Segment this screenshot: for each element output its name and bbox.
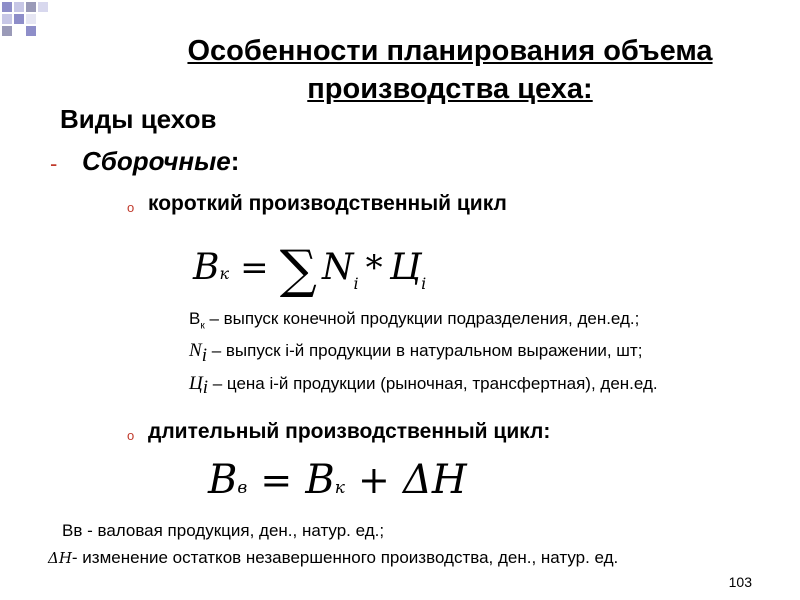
def2-symbol: N (189, 340, 202, 362)
types-heading: Виды цехов (60, 104, 217, 134)
formula-output (193, 232, 427, 300)
slide-title (150, 32, 750, 108)
formula1-c-sub: i (421, 274, 427, 293)
def1-symbol: B (189, 309, 201, 328)
definition-line (189, 371, 658, 403)
square-shape (2, 26, 12, 36)
def1-sub: к (200, 320, 205, 332)
def3-text: – цена i-й продукции (рыночная, трансфертная), ден.ед. (208, 373, 658, 393)
formula1-mul: * (365, 248, 383, 288)
definition-line (189, 338, 658, 370)
subtype-colon: : (230, 146, 240, 176)
formula2-rhs-sub: к (334, 478, 345, 498)
formula2-eq: = (260, 458, 293, 502)
formula1-n-sub: i (353, 274, 359, 293)
formula2-lhs-sub: в (237, 478, 248, 498)
short-cycle-label: короткий производственный цикл (148, 192, 507, 215)
title-line-2: производства цеха: (307, 73, 593, 105)
long-cycle-label: длительный производственный цикл: (148, 420, 551, 443)
title-line-1: Особенности планирования объема (187, 35, 713, 67)
note-line-2-text: - изменение остатков незавершенного производства, ден., натур. ед. (71, 548, 619, 567)
subtype-label-text: Сборочные (82, 146, 231, 176)
def1-text: – выпуск конечной продукции подразделения, ден.ед.; (204, 309, 640, 328)
formula1-lhs-sub: к (219, 264, 230, 283)
decorative-squares (0, 0, 64, 46)
page-number: 103 (728, 574, 752, 590)
subtype-dash: - (50, 151, 58, 176)
formula1-lhs: B (193, 247, 220, 288)
square-shape (14, 14, 24, 24)
subtype-label (82, 146, 239, 177)
note-line: Вв - валовая продукция, ден., натур. ед.; (62, 521, 385, 540)
square-shape (26, 2, 36, 12)
formula1-eq: = (240, 248, 269, 288)
bullet-icon: o (127, 428, 135, 443)
formula2-delta: ΔH (402, 457, 467, 503)
formula1-n: N (321, 247, 354, 288)
formula2-plus: + (358, 458, 390, 502)
formula2-rhs: B (305, 457, 335, 503)
bullet-icon: o (127, 200, 135, 215)
square-shape (26, 26, 36, 36)
def2-sub: i (201, 344, 207, 366)
square-shape (2, 2, 12, 12)
square-shape (14, 2, 24, 12)
delta-h-symbol: ΔH (48, 549, 72, 567)
definitions-block (189, 306, 658, 403)
square-shape (38, 2, 48, 12)
square-shape (26, 14, 36, 24)
def3-symbol: Ц (189, 372, 203, 394)
def3-sub: i (202, 377, 209, 399)
square-shape (2, 14, 12, 24)
formula1-c: Ц (389, 247, 422, 288)
definition-line (189, 306, 658, 338)
sum-symbol: ∑ (279, 240, 317, 300)
formula2-lhs: B (208, 457, 238, 503)
bottom-notes (48, 517, 619, 572)
def2-text: – выпуск i-й продукции в натуральном выражении, шт; (206, 341, 643, 361)
formula-gross (208, 457, 467, 513)
note-line (48, 544, 618, 572)
